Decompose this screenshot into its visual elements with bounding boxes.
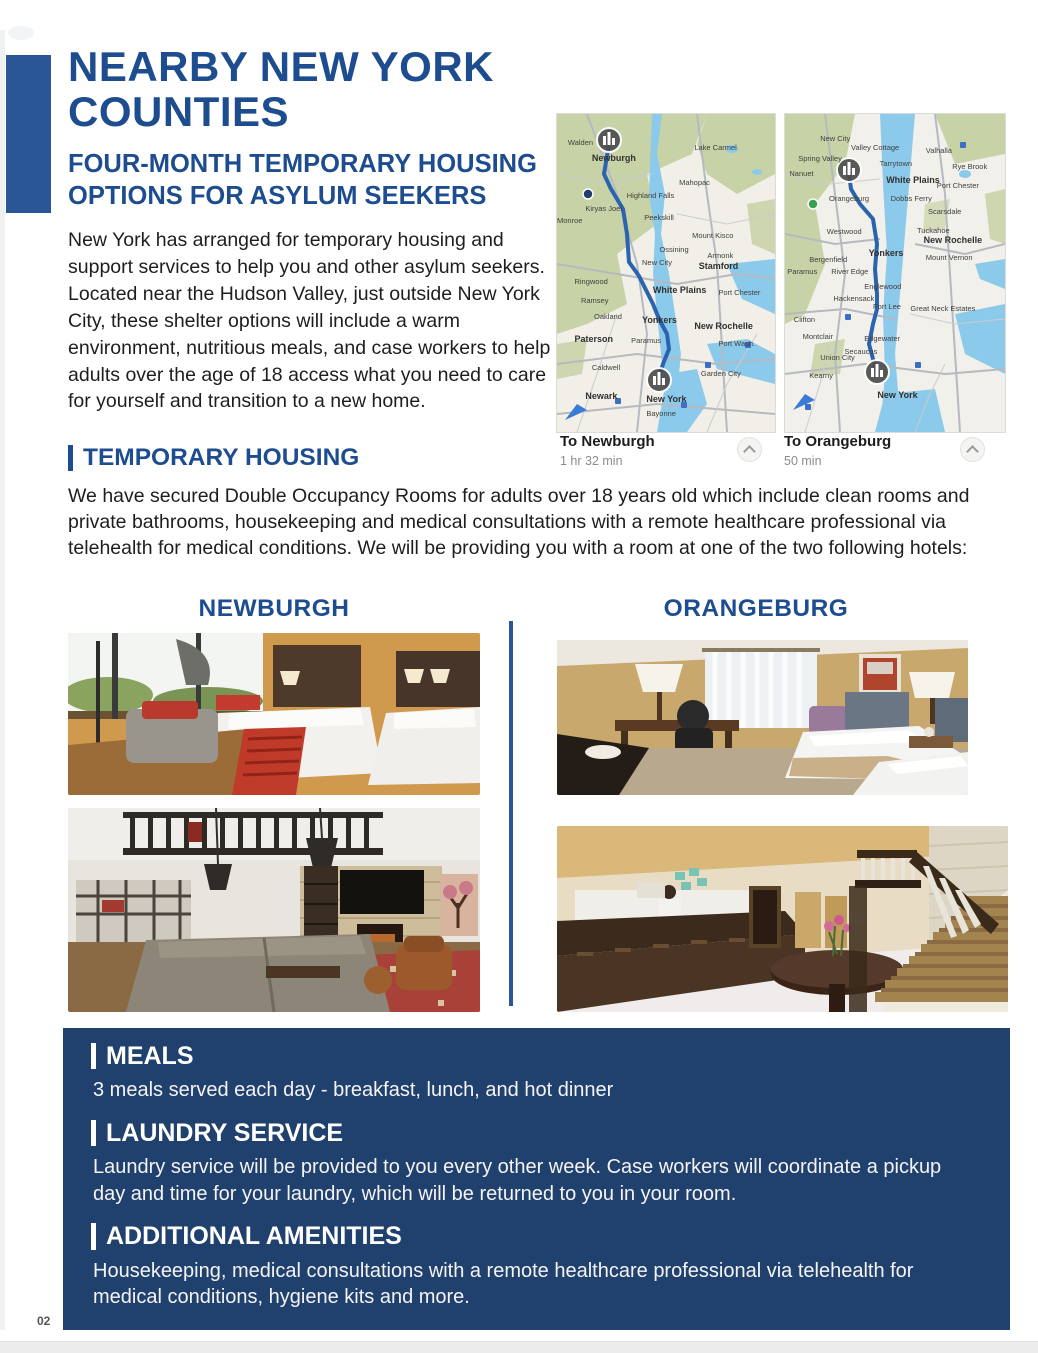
map-orangeburg xyxy=(784,113,1006,433)
info-section-heading: ADDITIONAL AMENITIES xyxy=(91,1223,402,1249)
hotel-header-orangeburg: ORANGEBURG xyxy=(663,595,849,622)
map-orangeburg-labels xyxy=(785,114,1005,432)
map-town-label: Peekskill xyxy=(644,213,674,223)
map-town-label: Port Wash. xyxy=(718,338,756,348)
page-subtitle-line2: OPTIONS FOR ASYLUM SEEKERS xyxy=(68,181,487,210)
scan-corner-artifact xyxy=(8,26,34,40)
orangeburg-room-photo xyxy=(557,640,968,795)
orangeburg-lobby-photo xyxy=(557,826,1008,1012)
scan-edge-bottom xyxy=(0,1341,1038,1353)
intro-paragraph: New York has arranged for temporary housing and support services to help you and other asylum seekers. Located near the Hudson Valley, just outside New York City, these shelter options will include a warm environment, nutritious meals, and case workers to help adults over the age of 18 access what you need to care for yourself and transition to a new home. xyxy=(68,229,551,413)
map-caption-newburgh xyxy=(560,434,655,468)
newburgh-room-photo xyxy=(68,633,480,795)
map-town-label: Paramus xyxy=(631,335,662,345)
scan-edge-left xyxy=(0,30,5,1330)
map-town-label: Montclair xyxy=(802,332,834,342)
chevron-up-icon xyxy=(743,445,756,458)
map-caption-title: To Newburgh xyxy=(560,433,655,450)
map-town-label: Hackensack xyxy=(833,294,875,304)
map-newburgh xyxy=(556,113,776,433)
map-town-label: Englewood xyxy=(864,281,902,291)
page-title-line2: COUNTIES xyxy=(68,88,290,136)
map-caption-orangeburg xyxy=(784,434,891,468)
map-town-label: Fort Lee xyxy=(873,302,901,312)
map-caption-duration: 1 hr 32 min xyxy=(560,453,623,468)
map-town-label: New City xyxy=(642,257,673,267)
map-town-label: Union City xyxy=(820,353,855,363)
hotel-header-newburgh: NEWBURGH xyxy=(198,595,350,622)
map-town-label: Mount Kisco xyxy=(692,230,734,240)
map-town-label: Scarsdale xyxy=(928,206,962,216)
map-town-label: Armonk xyxy=(707,251,734,261)
housing-paragraph: We have secured Double Occupancy Rooms for adults over 18 years old which include clean rooms and private bathrooms, housekeeping and medical consultations with a remote healthcare professional via telehealth for medical conditions. We will be providing you with a room at one of the two following hotels: xyxy=(68,485,970,559)
map-town-label: Highland Falls xyxy=(626,190,675,200)
map-town-label: Walden xyxy=(567,138,594,148)
page-subtitle-line1: FOUR-MONTH TEMPORARY HOUSING xyxy=(68,150,537,178)
map-town-label: Westwood xyxy=(826,227,862,237)
info-section-body: Housekeeping, medical consultations with a remote healthcare professional via telehealth for medical conditions, hygiene kits and more. xyxy=(93,1259,914,1309)
map-town-label: Valley Cottage xyxy=(851,143,900,153)
map-town-label: Port Chester xyxy=(936,181,979,191)
map-town-label: Mount Vernon xyxy=(925,252,973,262)
section-heading: TEMPORARY HOUSING xyxy=(68,445,359,471)
map-town-label: New City xyxy=(820,133,851,143)
collapse-button-orangeburg[interactable] xyxy=(960,437,985,462)
map-town-label: Newark xyxy=(585,391,618,402)
map-town-label: White Plains xyxy=(652,284,707,295)
map-town-label: River Edge xyxy=(831,267,869,277)
info-section-amenities xyxy=(91,1223,980,1310)
map-town-label: Paterson xyxy=(574,334,613,344)
map-town-label: Kiryas Joel xyxy=(585,203,623,213)
info-section-body: 3 meals served each day - breakfast, lunch, and hot dinner xyxy=(93,1079,614,1102)
page-subtitle xyxy=(68,149,588,213)
map-town-label: Bayonne xyxy=(646,408,676,418)
map-town-label: Secaucus xyxy=(844,346,878,356)
newburgh-lobby-photo xyxy=(68,808,480,1012)
collapse-button-newburgh[interactable] xyxy=(737,437,762,462)
map-town-label: New Rochelle xyxy=(923,235,983,246)
info-section-meals xyxy=(91,1043,980,1104)
map-town-label: New York xyxy=(646,394,687,405)
map-town-label: Tuckahoe xyxy=(917,225,950,235)
map-town-label: Orangeburg xyxy=(829,194,870,204)
map-caption-title: To Orangeburg xyxy=(784,433,892,450)
info-section-heading: MEALS xyxy=(91,1043,194,1069)
map-town-label: Lake Carmel xyxy=(694,143,737,153)
map-town-label: Newburgh xyxy=(591,152,636,163)
map-town-label: Ringwood xyxy=(574,276,608,286)
page-title xyxy=(68,44,628,135)
map-town-label: Mahopac xyxy=(679,178,710,188)
info-section-body: Laundry service will be provided to you every other week. Case workers will coordinate a pickup day and time for your laundry, which will be returned to you in your room. xyxy=(93,1156,942,1205)
page-title-line1: NEARBY NEW YORK xyxy=(68,43,495,90)
map-town-label: Bergenfield xyxy=(809,254,848,264)
map-town-label: Ramsey xyxy=(580,295,609,305)
map-town-label: Caldwell xyxy=(591,362,621,372)
amenities-info-box xyxy=(63,1028,1010,1330)
map-town-label: Edgewater xyxy=(864,334,901,343)
map-town-label: Paramus xyxy=(787,267,818,277)
map-town-label: Monroe xyxy=(557,216,583,226)
map-newburgh-labels xyxy=(557,114,775,432)
map-town-label: Clifton xyxy=(793,314,816,324)
chevron-up-icon xyxy=(966,445,979,458)
map-town-label: Yonkers xyxy=(868,248,904,259)
page-number: 02 xyxy=(37,1314,51,1328)
map-town-label: Tarrytown xyxy=(879,159,913,169)
map-town-label: Garden City xyxy=(700,368,741,378)
temporary-housing-section xyxy=(68,445,359,471)
map-town-label: Ossining xyxy=(659,244,689,254)
map-town-label: Port Chester xyxy=(718,287,761,297)
map-town-label: Spring Valley xyxy=(798,154,842,164)
info-section-laundry xyxy=(91,1120,980,1207)
map-town-label: Nanuet xyxy=(789,168,814,178)
map-town-label: New York xyxy=(877,389,918,400)
map-town-label: Rye Brook xyxy=(952,162,988,172)
info-section-heading: LAUNDRY SERVICE xyxy=(91,1120,343,1146)
map-town-label: Dobbs Ferry xyxy=(890,194,932,204)
map-town-label: Kearny xyxy=(809,370,833,380)
map-town-label: New Rochelle xyxy=(694,321,753,332)
map-town-label: Great Neck Estates xyxy=(910,303,976,313)
map-town-label: Stamford xyxy=(698,260,739,271)
title-accent-bar xyxy=(6,55,51,213)
map-town-label: Yonkers xyxy=(642,314,677,325)
column-divider xyxy=(509,621,513,1006)
map-town-label: Oakland xyxy=(594,311,622,321)
map-town-label: Valhalla xyxy=(925,146,952,156)
map-caption-duration: 50 min xyxy=(784,453,822,468)
map-town-label: White Plains xyxy=(886,175,940,185)
